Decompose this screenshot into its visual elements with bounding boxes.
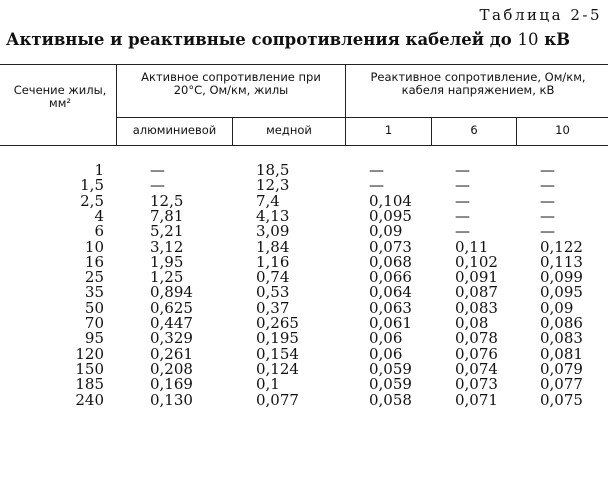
cell-reactive-1kv: 0,063 <box>369 298 412 317</box>
header-reactive-group: Реактивное сопротивление, Ом/км, кабеля напряжением, кВ <box>370 70 586 97</box>
cell-reactive-6kv: 0,08 <box>455 314 489 332</box>
cell-reactive-6kv: 0,076 <box>455 344 498 363</box>
table-row <box>0 206 608 225</box>
cell-reactive-6kv: — <box>455 222 470 241</box>
cell-reactive-1kv: 0,06 <box>369 344 403 363</box>
cell-aluminum: 0,169 <box>150 375 193 394</box>
header-voltage-6: 6 <box>470 123 478 137</box>
cell-aluminum: 0,625 <box>150 298 193 317</box>
cell-reactive-1kv: 0,104 <box>369 191 412 210</box>
cell-copper: 1,16 <box>256 252 290 271</box>
cell-reactive-6kv: — <box>455 206 470 225</box>
cell-reactive-6kv: 0,091 <box>455 268 498 287</box>
cell-copper: 0,195 <box>256 329 299 348</box>
cell-reactive-10kv: 0,077 <box>540 375 583 394</box>
cell-copper: 7,4 <box>256 191 280 210</box>
cell-reactive-1kv: 0,064 <box>369 283 412 302</box>
cell-reactive-1kv: — <box>369 176 384 195</box>
cell-section: 185 <box>75 375 104 394</box>
cell-reactive-10kv: — <box>540 161 555 179</box>
title-voltage-number: 10 <box>517 30 539 49</box>
cell-reactive-6kv: 0,074 <box>455 359 498 378</box>
cell-section: 1,5 <box>80 176 104 195</box>
cell-section: 1 <box>94 161 104 179</box>
cell-aluminum: 0,130 <box>150 390 193 409</box>
cell-aluminum: 0,261 <box>150 344 193 363</box>
cell-section: 50 <box>84 298 104 317</box>
title-text: Активные и реактивные сопротивления кабелей до <box>6 30 512 49</box>
cell-reactive-10kv: 0,081 <box>540 344 583 363</box>
cell-copper: 3,09 <box>256 222 290 241</box>
cell-reactive-1kv: 0,059 <box>369 375 412 394</box>
cell-reactive-6kv: 0,078 <box>455 329 498 348</box>
cell-copper: 18,5 <box>256 161 290 179</box>
cell-reactive-10kv: 0,079 <box>540 359 583 378</box>
cell-aluminum: 5,21 <box>150 222 184 241</box>
header-aluminum: алюминиевой <box>132 123 217 137</box>
cell-copper: 0,37 <box>256 298 290 317</box>
cell-section: 70 <box>84 314 104 332</box>
cell-reactive-1kv: 0,06 <box>369 329 403 348</box>
cell-aluminum: 0,447 <box>150 314 193 332</box>
cell-section: 35 <box>84 283 104 302</box>
table-number: Таблица 2-5 <box>479 6 602 24</box>
top-rule <box>0 64 608 65</box>
cell-section: 6 <box>94 222 104 241</box>
cell-reactive-6kv: 0,083 <box>455 298 498 317</box>
cell-aluminum: — <box>150 161 165 179</box>
cell-reactive-10kv: — <box>540 191 555 210</box>
cell-copper: 0,265 <box>256 314 299 332</box>
cell-aluminum: 1,25 <box>150 268 184 287</box>
header-voltage-10: 10 <box>555 123 570 137</box>
cell-reactive-6kv: — <box>455 161 470 179</box>
cell-reactive-6kv: 0,073 <box>455 375 498 394</box>
cell-aluminum: 12,5 <box>150 191 184 210</box>
cell-aluminum: 0,208 <box>150 359 193 378</box>
cell-copper: 0,74 <box>256 268 290 287</box>
cell-reactive-10kv: — <box>540 176 555 195</box>
cell-reactive-10kv: 0,095 <box>540 283 583 302</box>
header-copper: медной <box>266 123 312 137</box>
cell-section: 2,5 <box>80 191 104 210</box>
cell-section: 16 <box>84 252 104 271</box>
cell-section: 95 <box>84 329 104 348</box>
cell-reactive-10kv: 0,075 <box>540 390 583 409</box>
table-row <box>0 191 608 210</box>
cell-aluminum: 0,329 <box>150 329 193 348</box>
cell-aluminum: — <box>150 176 165 195</box>
header-voltage-1: 1 <box>384 123 393 137</box>
cell-copper: 1,84 <box>256 237 290 256</box>
cell-copper: 0,154 <box>256 344 299 363</box>
cell-reactive-6kv: 0,102 <box>455 252 498 271</box>
cell-reactive-1kv: 0,068 <box>369 252 412 271</box>
cell-aluminum: 3,12 <box>150 237 184 256</box>
table-row <box>0 390 608 409</box>
cell-reactive-6kv: 0,087 <box>455 283 498 302</box>
cell-section: 25 <box>84 268 104 287</box>
cell-copper: 0,077 <box>256 390 299 409</box>
cell-reactive-1kv: 0,059 <box>369 359 412 378</box>
cell-aluminum: 1,95 <box>150 252 184 271</box>
cell-reactive-10kv: 0,086 <box>540 314 583 332</box>
cell-aluminum: 0,894 <box>150 283 193 302</box>
cell-reactive-1kv: 0,073 <box>369 237 412 256</box>
header-bottom-rule <box>0 145 608 146</box>
cell-copper: 0,53 <box>256 283 290 302</box>
cell-reactive-1kv: 0,061 <box>369 314 412 332</box>
cell-aluminum: 7,81 <box>150 206 184 225</box>
cell-reactive-1kv: — <box>369 161 384 179</box>
cell-reactive-10kv: — <box>540 222 555 241</box>
header-section: Сечение жилы, мм² <box>13 83 107 110</box>
cell-reactive-6kv: — <box>455 176 470 195</box>
title-voltage-unit: кВ <box>544 30 571 49</box>
cell-reactive-10kv: 0,113 <box>540 252 583 271</box>
cell-copper: 0,124 <box>256 359 299 378</box>
cell-reactive-10kv: — <box>540 206 555 225</box>
cell-copper: 4,13 <box>256 206 290 225</box>
cell-reactive-1kv: 0,066 <box>369 268 412 287</box>
cell-reactive-1kv: 0,058 <box>369 390 412 409</box>
cell-copper: 0,1 <box>256 375 280 394</box>
cell-reactive-1kv: 0,09 <box>369 222 403 241</box>
cell-reactive-10kv: 0,083 <box>540 329 583 348</box>
cell-reactive-10kv: 0,099 <box>540 268 583 287</box>
cell-section: 120 <box>75 344 104 363</box>
cell-section: 4 <box>94 206 104 225</box>
cell-reactive-10kv: 0,09 <box>540 298 574 317</box>
cell-reactive-10kv: 0,122 <box>540 237 583 256</box>
table-title <box>6 30 570 49</box>
cell-copper: 12,3 <box>256 176 290 195</box>
cell-section: 240 <box>75 390 104 409</box>
table-row <box>0 224 608 239</box>
cell-reactive-1kv: 0,095 <box>369 206 412 225</box>
table-row <box>0 377 608 392</box>
cell-section: 150 <box>75 359 104 378</box>
cell-reactive-6kv: 0,11 <box>455 237 489 256</box>
cell-section: 10 <box>84 237 104 256</box>
subheader-rule <box>116 117 608 118</box>
cell-reactive-6kv: 0,071 <box>455 390 498 409</box>
header-active-group: Активное сопротивление при 20°С, Ом/км, жилы <box>141 70 321 97</box>
cell-reactive-6kv: — <box>455 191 470 210</box>
